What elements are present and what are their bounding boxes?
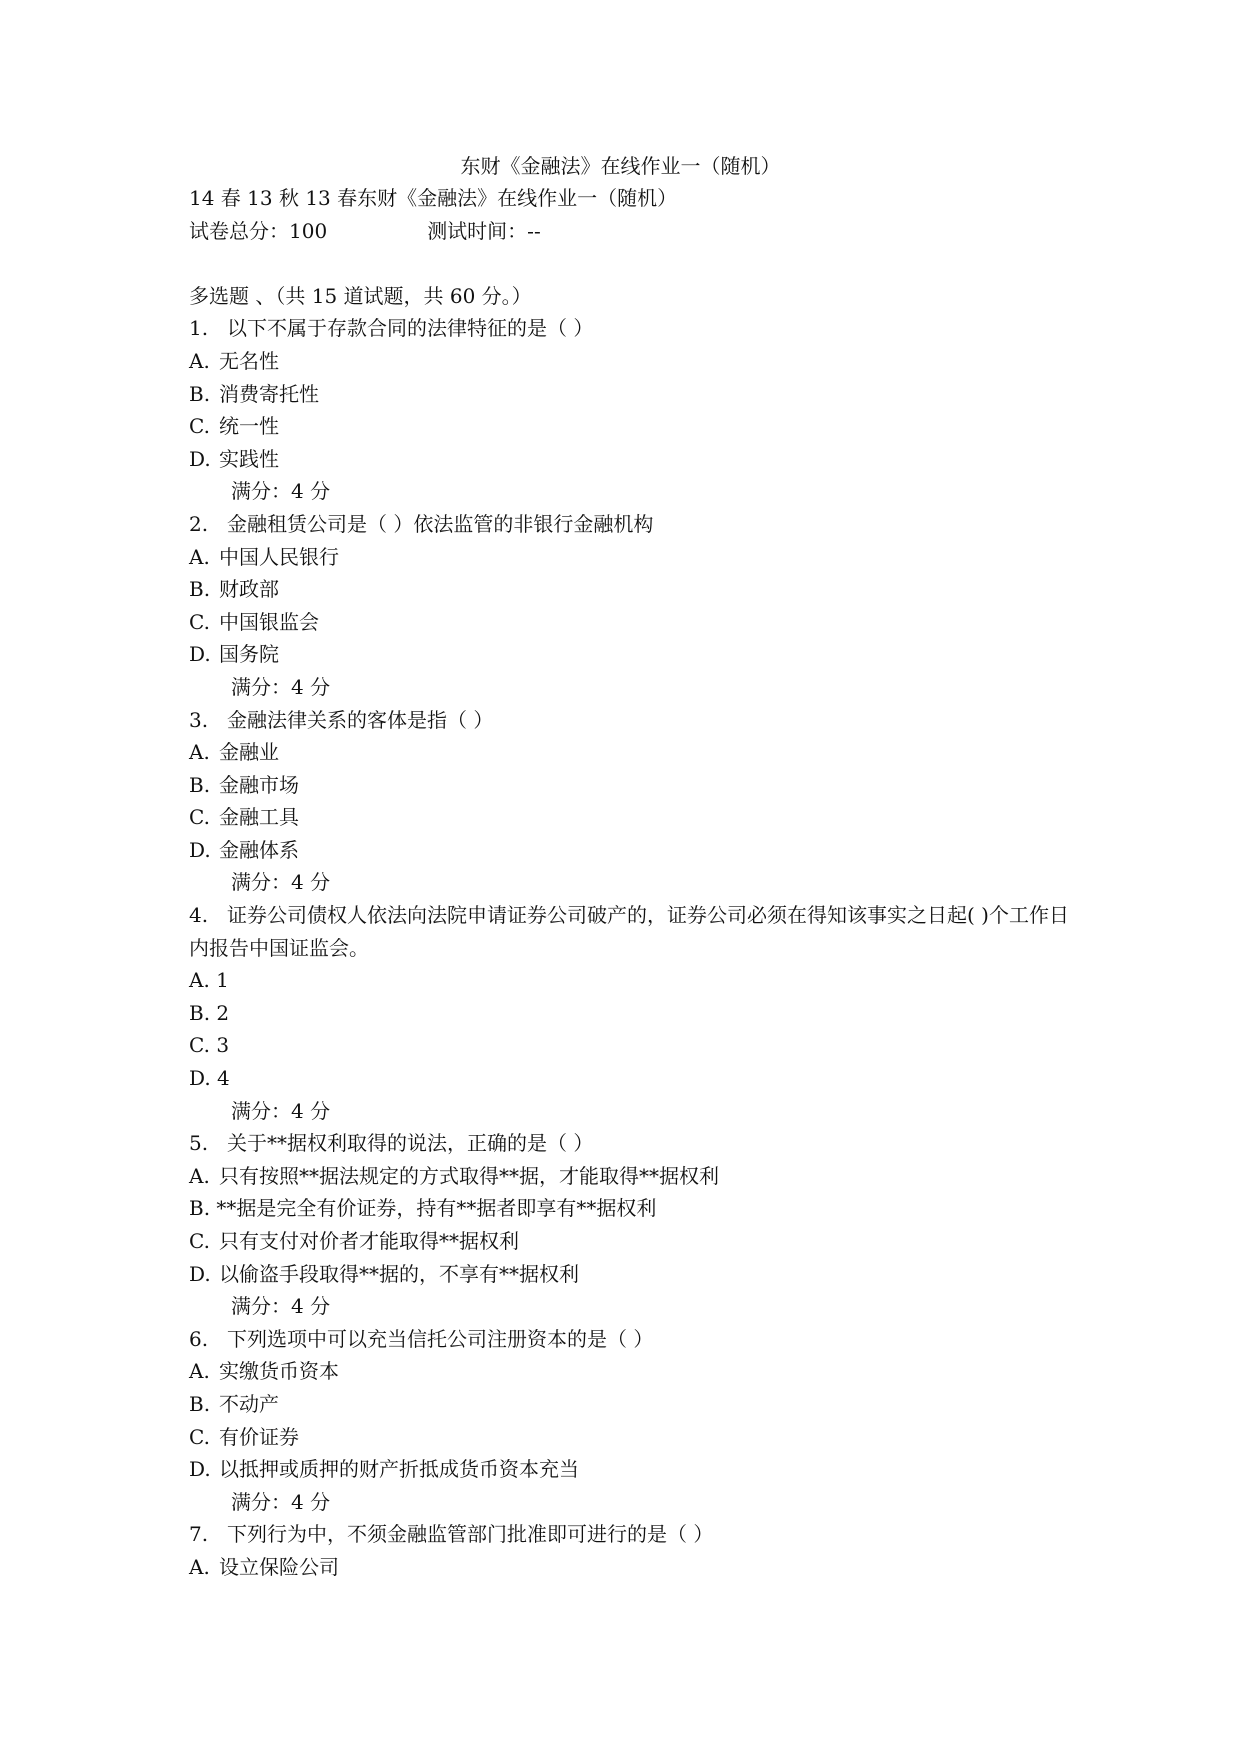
- option-text: **据是完全有价证券，持有**据者即享有**据权利: [216, 1196, 657, 1221]
- option-letter: D.: [189, 837, 211, 862]
- option-d: [189, 1062, 1069, 1095]
- option-letter: D.: [189, 1457, 211, 1482]
- option-letter: B.: [189, 772, 211, 797]
- option-letter: A.: [189, 1554, 210, 1579]
- section-header: 多选题 、（共 15 道试题，共 60 分。）: [189, 283, 532, 308]
- option-letter: C.: [189, 609, 210, 634]
- option-letter: B.: [189, 577, 211, 602]
- question-score: 满分：4 分: [231, 1294, 331, 1319]
- option-b: [189, 997, 1069, 1030]
- option-letter: A.: [189, 544, 210, 569]
- option-text: 实践性: [219, 446, 279, 471]
- document-subtitle: 14 春 13 秋 13 春东财《金融法》在线作业一（随机）: [189, 186, 678, 210]
- option-text: 统一性: [219, 414, 279, 439]
- option-text: 设立保险公司: [219, 1554, 339, 1579]
- option-d: [189, 638, 1069, 671]
- question-number: 5.: [189, 1131, 209, 1156]
- question-number: 3.: [189, 707, 209, 732]
- option-text: 4: [217, 1066, 230, 1091]
- option-letter: A.: [189, 968, 210, 993]
- question-score: 满分：4 分: [231, 479, 331, 504]
- option-d: [189, 834, 1069, 867]
- option-letter: D.: [189, 1261, 211, 1286]
- option-text: 金融工具: [219, 805, 299, 830]
- question-number: 7.: [189, 1522, 209, 1547]
- question-score: 满分：4 分: [231, 1098, 331, 1123]
- option-letter: D.: [189, 1066, 211, 1091]
- option-b: [189, 378, 1069, 411]
- option-text: 以抵押或质押的财产折抵成货币资本充当: [219, 1457, 579, 1482]
- question-score: 满分：4 分: [231, 1489, 331, 1514]
- question-score: 满分：4 分: [231, 870, 331, 895]
- question-text: 以下不属于存款合同的法律特征的是（ ）: [227, 316, 594, 341]
- question-text: 证券公司债权人依法向法院申请证券公司破产的，证券公司必须在得知该事实之日起( )个工作日内报告中国证监会。: [189, 903, 1069, 960]
- question-text: 金融租赁公司是（ ）依法监管的非银行金融机构: [227, 511, 654, 536]
- option-text: 金融市场: [219, 772, 299, 797]
- option-c: [189, 801, 1069, 834]
- option-a: [189, 541, 1069, 574]
- option-letter: D.: [189, 642, 211, 667]
- option-letter: A.: [189, 1163, 210, 1188]
- option-a: [189, 736, 1069, 769]
- option-a: [189, 1355, 1069, 1388]
- option-a: [189, 1551, 1069, 1584]
- option-b: [189, 1192, 1069, 1225]
- option-letter: B.: [189, 1391, 211, 1416]
- option-letter: C.: [189, 414, 210, 439]
- option-text: 只有按照**据法规定的方式取得**据，才能取得**据权利: [219, 1163, 719, 1188]
- question-stem: [189, 899, 1069, 964]
- option-text: 2: [216, 1000, 230, 1025]
- option-b: [189, 769, 1069, 802]
- question: [189, 1127, 1069, 1323]
- question-stem: [189, 704, 1069, 737]
- question-number: 2.: [189, 511, 209, 536]
- document-title: 东财《金融法》在线作业一（随机）: [460, 154, 781, 178]
- question: [189, 508, 1069, 704]
- question: [189, 1323, 1069, 1519]
- option-a: [189, 345, 1069, 378]
- option-letter: A.: [189, 1359, 210, 1384]
- option-b: [189, 573, 1069, 606]
- option-letter: A.: [189, 740, 210, 765]
- option-text: 中国人民银行: [219, 544, 339, 569]
- option-letter: A.: [189, 348, 210, 373]
- option-letter: D.: [189, 446, 211, 471]
- question: [189, 899, 1069, 1127]
- option-b: [189, 1388, 1069, 1421]
- question-stem: [189, 312, 1069, 345]
- option-letter: B.: [189, 381, 211, 406]
- question: [189, 704, 1069, 900]
- question-stem: [189, 1323, 1069, 1356]
- option-letter: C.: [189, 1424, 210, 1449]
- option-text: 不动产: [219, 1391, 279, 1416]
- question: [189, 312, 1069, 508]
- option-text: 1: [216, 968, 229, 993]
- question-text: 下列行为中，不须金融监管部门批准即可进行的是（ ）: [227, 1522, 714, 1547]
- question-number: 1.: [189, 316, 209, 341]
- question-number: 4.: [189, 903, 209, 928]
- option-text: 金融业: [219, 740, 279, 765]
- question-text: 下列选项中可以充当信托公司注册资本的是（ ）: [227, 1326, 654, 1351]
- option-c: [189, 410, 1069, 443]
- option-text: 中国银监会: [219, 609, 319, 634]
- option-text: 国务院: [219, 642, 279, 667]
- option-letter: C.: [189, 805, 210, 830]
- question-stem: [189, 508, 1069, 541]
- option-letter: B.: [189, 1000, 211, 1025]
- option-text: 金融体系: [219, 837, 299, 862]
- spacer: [189, 247, 1069, 280]
- question-stem: [189, 1518, 1069, 1551]
- option-c: [189, 1421, 1069, 1454]
- option-c: [189, 1225, 1069, 1258]
- option-letter: B.: [189, 1196, 211, 1221]
- question-number: 6.: [189, 1326, 209, 1351]
- question-stem: [189, 1127, 1069, 1160]
- document-body: [189, 182, 1069, 1584]
- option-text: 无名性: [219, 348, 279, 373]
- option-text: 3: [216, 1033, 230, 1058]
- option-c: [189, 1029, 1069, 1062]
- option-text: 财政部: [219, 577, 279, 602]
- option-d: [189, 1453, 1069, 1486]
- test-time: 测试时间：--: [427, 218, 541, 243]
- option-letter: C.: [189, 1229, 210, 1253]
- option-letter: C.: [189, 1033, 210, 1058]
- option-text: 以偷盗手段取得**据的，不享有**据权利: [219, 1261, 579, 1286]
- test-meta: [189, 215, 1069, 248]
- option-a: [189, 964, 1069, 997]
- question: [189, 1518, 1069, 1583]
- option-d: [189, 1258, 1069, 1291]
- question-text: 关于**据权利取得的说法，正确的是（ ）: [227, 1131, 594, 1156]
- option-text: 消费寄托性: [219, 381, 319, 406]
- option-c: [189, 606, 1069, 639]
- question-score: 满分：4 分: [231, 674, 331, 699]
- option-text: 只有支付对价者才能取得**据权利: [219, 1229, 519, 1253]
- option-text: 实缴货币资本: [219, 1359, 339, 1384]
- option-text: 有价证券: [219, 1424, 299, 1449]
- total-score: 试卷总分：100: [189, 218, 328, 243]
- question-text: 金融法律关系的客体是指（ ）: [227, 707, 494, 732]
- option-d: [189, 443, 1069, 476]
- option-a: [189, 1160, 1069, 1193]
